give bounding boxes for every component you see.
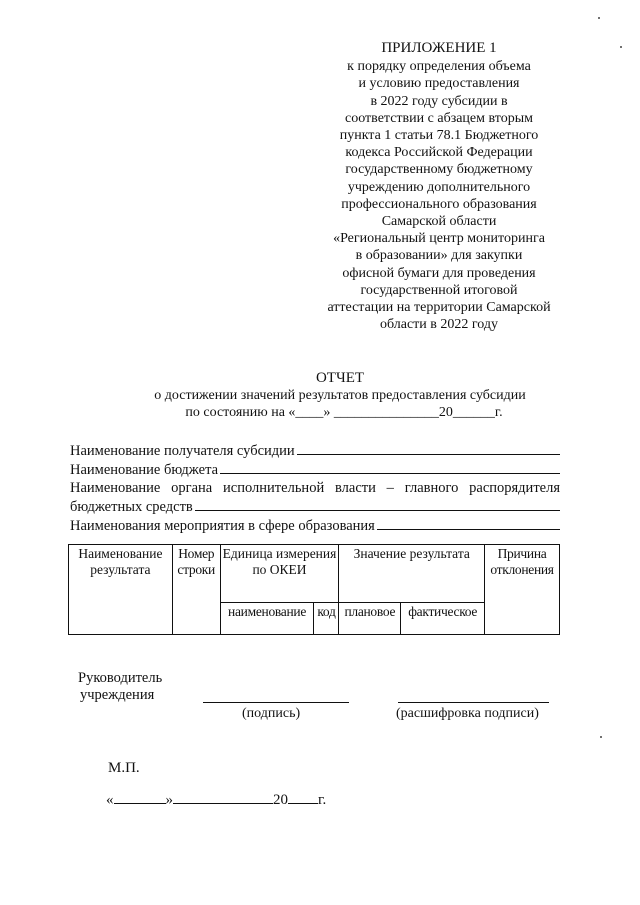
subheader-name: наименование (220, 603, 314, 635)
appendix-line: государственной итоговой (360, 282, 518, 298)
field-authority-line1: Наименование органа исполнительной власти – главного распорядителя (70, 480, 560, 496)
scan-speck (620, 46, 622, 48)
signature-line[interactable] (203, 702, 349, 703)
subheader-planned: плановое (339, 603, 401, 635)
header-row-number: Номер строки (172, 545, 220, 635)
field-recipient[interactable] (70, 441, 560, 460)
field-event-blank[interactable] (377, 516, 560, 530)
field-budget[interactable] (70, 460, 560, 479)
signature-caption: (подпись) (242, 706, 301, 721)
appendix-line: учреждению дополнительного (347, 179, 531, 195)
appendix-text (300, 58, 578, 333)
appendix-line: соответствии с абзацем вторым (345, 110, 533, 126)
date-day-blank[interactable] (114, 791, 166, 804)
header-result-name: Наименование результата (69, 545, 173, 635)
report-heading (80, 370, 600, 421)
field-event[interactable] (70, 516, 560, 535)
report-subtitle: о достижении значений результатов предоставления субсидии (154, 388, 526, 403)
appendix-line: в 2022 году субсидии в (370, 93, 508, 109)
field-authority[interactable] (70, 497, 560, 516)
appendix-line: к порядку определения объема (347, 59, 531, 75)
field-authority-blank[interactable] (195, 497, 560, 511)
field-authority-label: бюджетных средств (70, 499, 193, 515)
report-date-line: по состоянию на «____» _______________20______г. (185, 405, 503, 420)
appendix-line: Самарской области (381, 214, 497, 230)
appendix-line: области в 2022 году (379, 317, 499, 333)
header-unit: Единица измерения по ОКЕИ (220, 545, 339, 603)
head-title-line1: Руководитель (78, 670, 163, 686)
date-close-quote: » (165, 792, 173, 808)
subheader-actual: фактическое (401, 603, 485, 635)
field-budget-label: Наименование бюджета (70, 462, 219, 478)
appendix-line: офисной бумаги для проведения (342, 265, 536, 281)
decoding-line[interactable] (398, 702, 549, 703)
header-value: Значение результата (339, 545, 485, 603)
field-event-label: Наименования мероприятия в сфере образования (70, 518, 375, 534)
appendix-line: в образовании» для закупки (355, 248, 523, 264)
decoding-caption: (расшифровка подписи) (396, 706, 539, 721)
appendix-line: «Региональный центр мониторинга (333, 231, 545, 247)
appendix-line: пункта 1 статьи 78.1 Бюджетного (339, 128, 539, 144)
header-reason: Причина отклонения (485, 545, 560, 635)
stamp-label: М.П. (108, 760, 140, 776)
report-fields (70, 441, 560, 535)
date-year-blank[interactable] (288, 791, 318, 804)
head-title-line2: учреждения (80, 687, 155, 703)
field-recipient-blank[interactable] (297, 441, 560, 455)
scan-speck (600, 736, 602, 738)
report-title: ОТЧЕТ (315, 370, 365, 386)
appendix-line: аттестации на территории Самарской (327, 300, 551, 316)
date-year-prefix: 20 (273, 792, 288, 808)
date-year-suffix: г. (318, 792, 327, 808)
signature-block (78, 670, 162, 704)
bottom-date (106, 791, 326, 809)
appendix-line: и условию предоставления (358, 76, 520, 92)
field-recipient-label: Наименование получателя субсидии (70, 443, 295, 459)
field-budget-blank[interactable] (220, 460, 560, 474)
appendix-line: государственному бюджетному (345, 162, 533, 178)
results-table (68, 544, 560, 635)
date-open-quote: « (106, 792, 114, 808)
date-month-blank[interactable] (173, 791, 273, 804)
appendix-line: профессионального образования (341, 196, 537, 212)
scan-speck (598, 17, 600, 19)
appendix-line: кодекса Российской Федерации (345, 145, 533, 161)
appendix-block (300, 40, 578, 333)
subheader-code: код (314, 603, 339, 635)
appendix-title: ПРИЛОЖЕНИЕ 1 (381, 40, 497, 56)
